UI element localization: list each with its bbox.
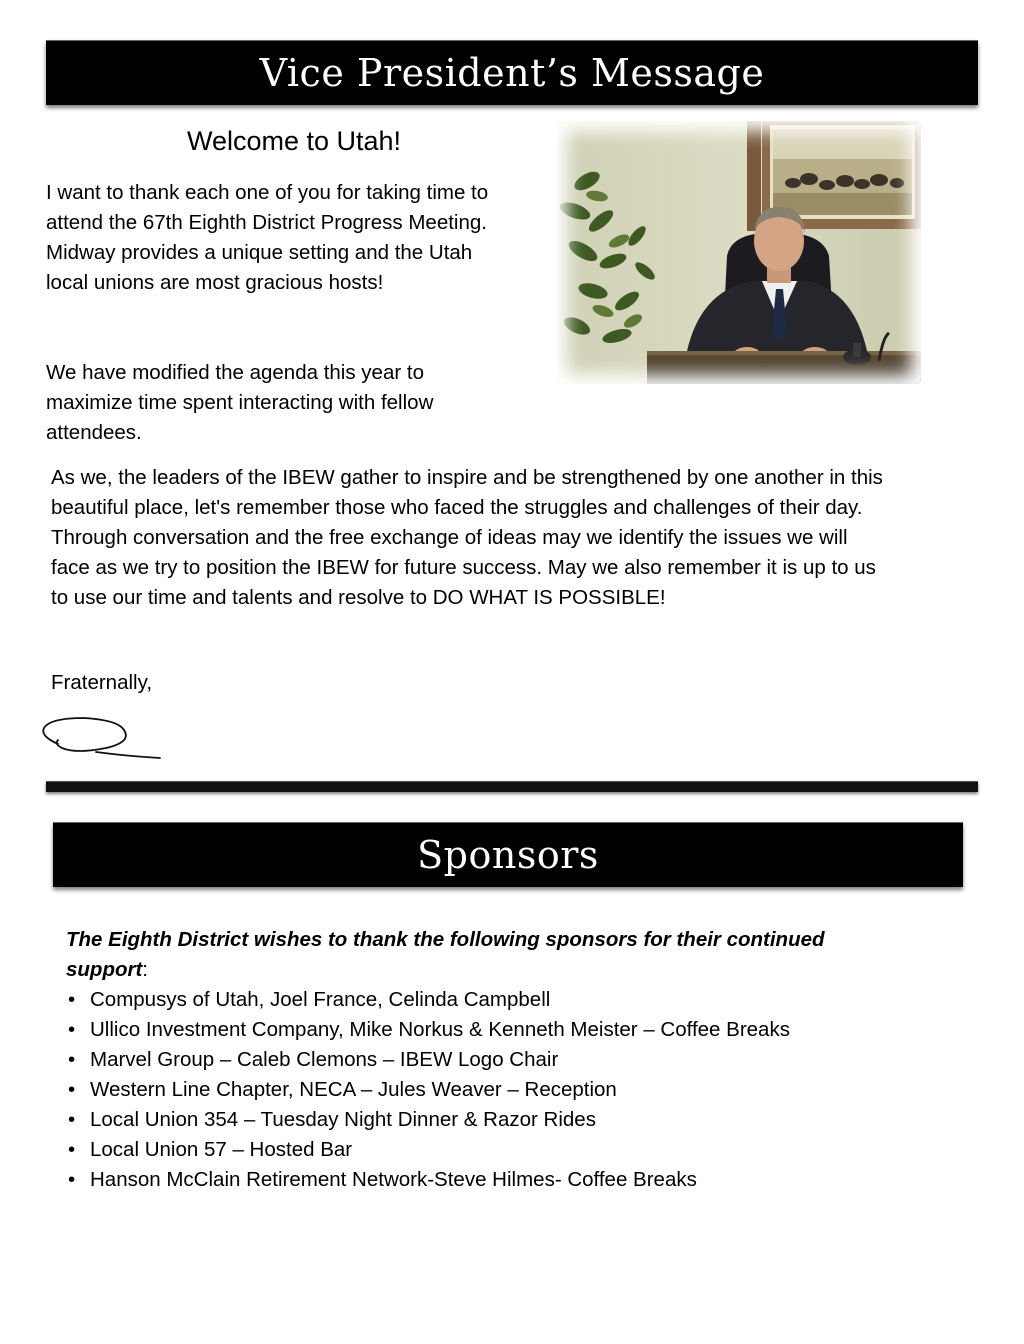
- list-item: [66, 1015, 946, 1045]
- welcome-heading: Welcome to Utah!: [186, 126, 402, 156]
- sponsors-intro-suffix: :: [142, 958, 148, 981]
- sponsors-intro: [66, 925, 906, 985]
- sponsors-banner: [53, 822, 963, 887]
- vp-message-title: Vice President’s Message: [259, 51, 765, 95]
- sponsors-intro-emphasis: The Eighth District wishes to thank the following sponsors for their continued support: [66, 928, 825, 981]
- intro-paragraph-2: We have modified the agenda this year to maximize time spent interacting with fellow attendees.: [46, 361, 434, 444]
- bullet: •: [68, 1048, 76, 1071]
- sponsor-list: [66, 985, 946, 1195]
- list-item: [66, 1045, 946, 1075]
- list-item: [66, 1105, 946, 1135]
- sponsor-name: Local Union 57 – Hosted Bar: [90, 1138, 353, 1161]
- sponsors-title: Sponsors: [417, 833, 599, 877]
- intro-paragraph-1: I want to thank each one of you for taking time to attend the 67th Eighth District Progress Meeting. Midway provides a unique setting and the Utah local unions are most gracious hosts!: [46, 181, 489, 294]
- bullet: •: [68, 1018, 76, 1041]
- list-item: [66, 985, 946, 1015]
- bullet: •: [68, 1108, 76, 1131]
- sponsor-name: Hanson McClain Retirement Network-Steve Hilmes- Coffee Breaks: [90, 1168, 697, 1191]
- sponsor-name: Local Union 354 – Tuesday Night Dinner & Razor Rides: [90, 1108, 596, 1131]
- main-paragraph: As we, the leaders of the IBEW gather to inspire and be strengthened by one another in this beautiful place, let's remember those who faced the struggles and challenges of their day. Through conversation and the free exchange of ideas may we identify the issues we will face as we try to position the IBEW for future success. May we also remember it is up to us to use our time and talents and resolve to DO WHAT IS POSSIBLE!: [51, 466, 883, 609]
- vice-president-photo: [557, 121, 921, 384]
- list-item: [66, 1135, 946, 1165]
- sponsor-name: Western Line Chapter, NECA – Jules Weaver – Reception: [90, 1078, 617, 1101]
- signature: [36, 708, 176, 768]
- vice-president-photo-illustration: [557, 121, 921, 384]
- list-item: [66, 1165, 946, 1195]
- closing-text: Fraternally,: [51, 671, 153, 694]
- list-item: [66, 1075, 946, 1105]
- section-divider: [46, 781, 978, 792]
- bullet: •: [68, 1078, 76, 1101]
- bullet: •: [68, 988, 76, 1011]
- sponsor-name: Ullico Investment Company, Mike Norkus & Kenneth Meister – Coffee Breaks: [90, 1018, 790, 1041]
- bullet: •: [68, 1168, 76, 1191]
- vp-message-banner: [46, 40, 978, 105]
- sponsor-name: Marvel Group – Caleb Clemons – IBEW Logo Chair: [90, 1048, 559, 1071]
- bullet: •: [68, 1138, 76, 1161]
- sponsor-name: Compusys of Utah, Joel France, Celinda Campbell: [90, 988, 551, 1011]
